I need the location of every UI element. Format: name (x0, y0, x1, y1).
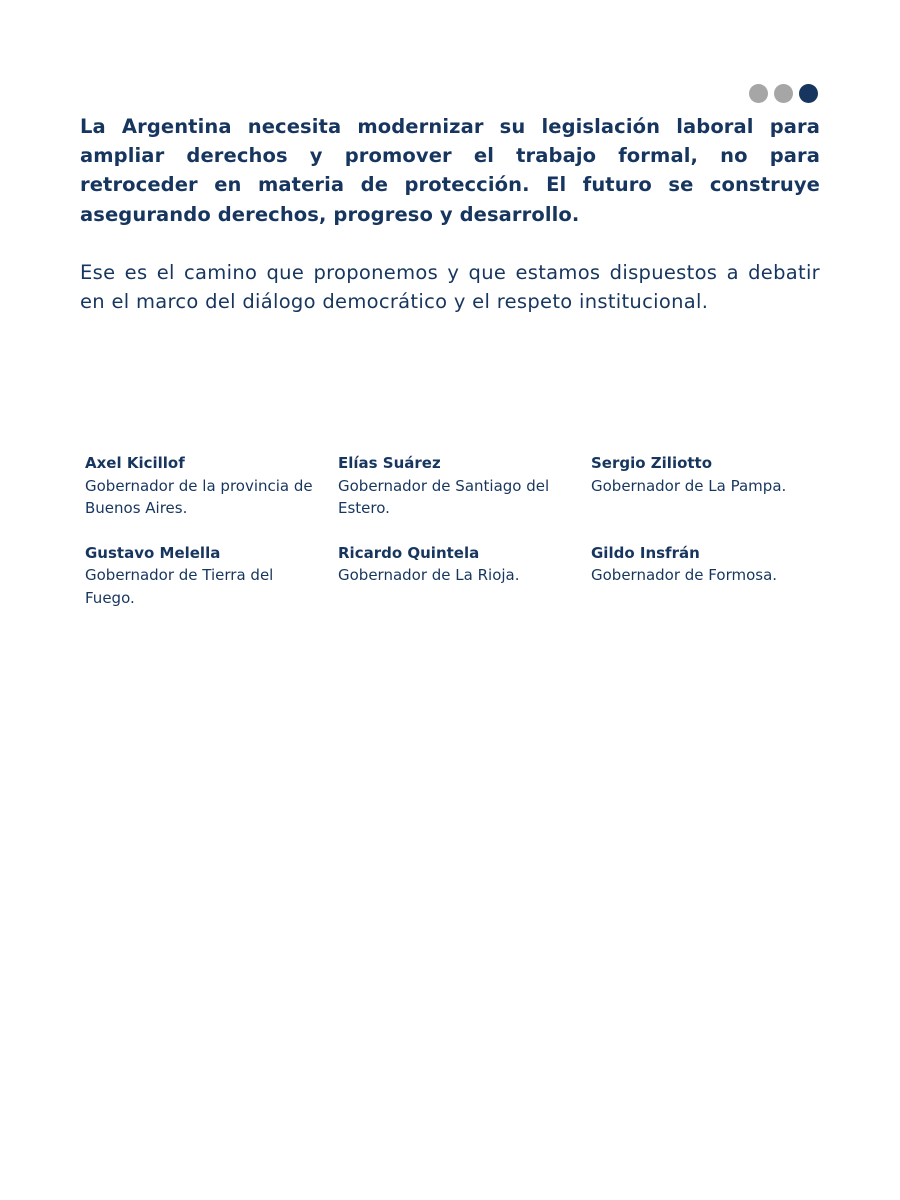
page-dot-1 (749, 84, 768, 103)
signatory (338, 452, 591, 520)
signatory (85, 452, 338, 520)
statement-body (80, 112, 820, 316)
signatory-name: Axel Kicillof (85, 454, 185, 472)
signatory-role: Gobernador de La Rioja. (338, 566, 520, 584)
signatories-grid (85, 452, 845, 609)
signatory-role: Gobernador de la provincia de Buenos Aires. (85, 476, 313, 517)
signatory-name: Ricardo Quintela (338, 543, 480, 562)
page-dot-2 (774, 84, 793, 103)
signatory (338, 542, 591, 610)
signatory-role: Gobernador de Formosa. (591, 566, 778, 584)
signatory-role: Gobernador de Tierra del Fuego. (85, 566, 274, 607)
signatory (591, 452, 844, 520)
signatory-name: Elías Suárez (338, 454, 441, 472)
signatory (85, 542, 338, 610)
signatory-role: Gobernador de La Pampa. (591, 476, 787, 495)
statement-paragraph-regular: Ese es el camino que proponemos y que estamos dispuestos a debatir en el marco del diálogo democrático y el respeto institucional. (80, 260, 820, 314)
signatory-name: Gustavo Melella (85, 543, 221, 562)
signatory-name: Gildo Insfrán (591, 543, 700, 562)
signatory-role: Gobernador de Santiago del Estero. (338, 476, 550, 517)
signatory (591, 542, 844, 610)
statement-paragraph-bold: La Argentina necesita modernizar su legislación laboral para ampliar derechos y promover el trabajo formal, no para retroceder en materia de protección. El futuro se construye asegurando derechos, progreso y desarrollo. (80, 115, 820, 226)
page-dot-3-active (799, 84, 818, 103)
signatory-name: Sergio Ziliotto (591, 454, 713, 472)
page-indicator (749, 84, 818, 103)
